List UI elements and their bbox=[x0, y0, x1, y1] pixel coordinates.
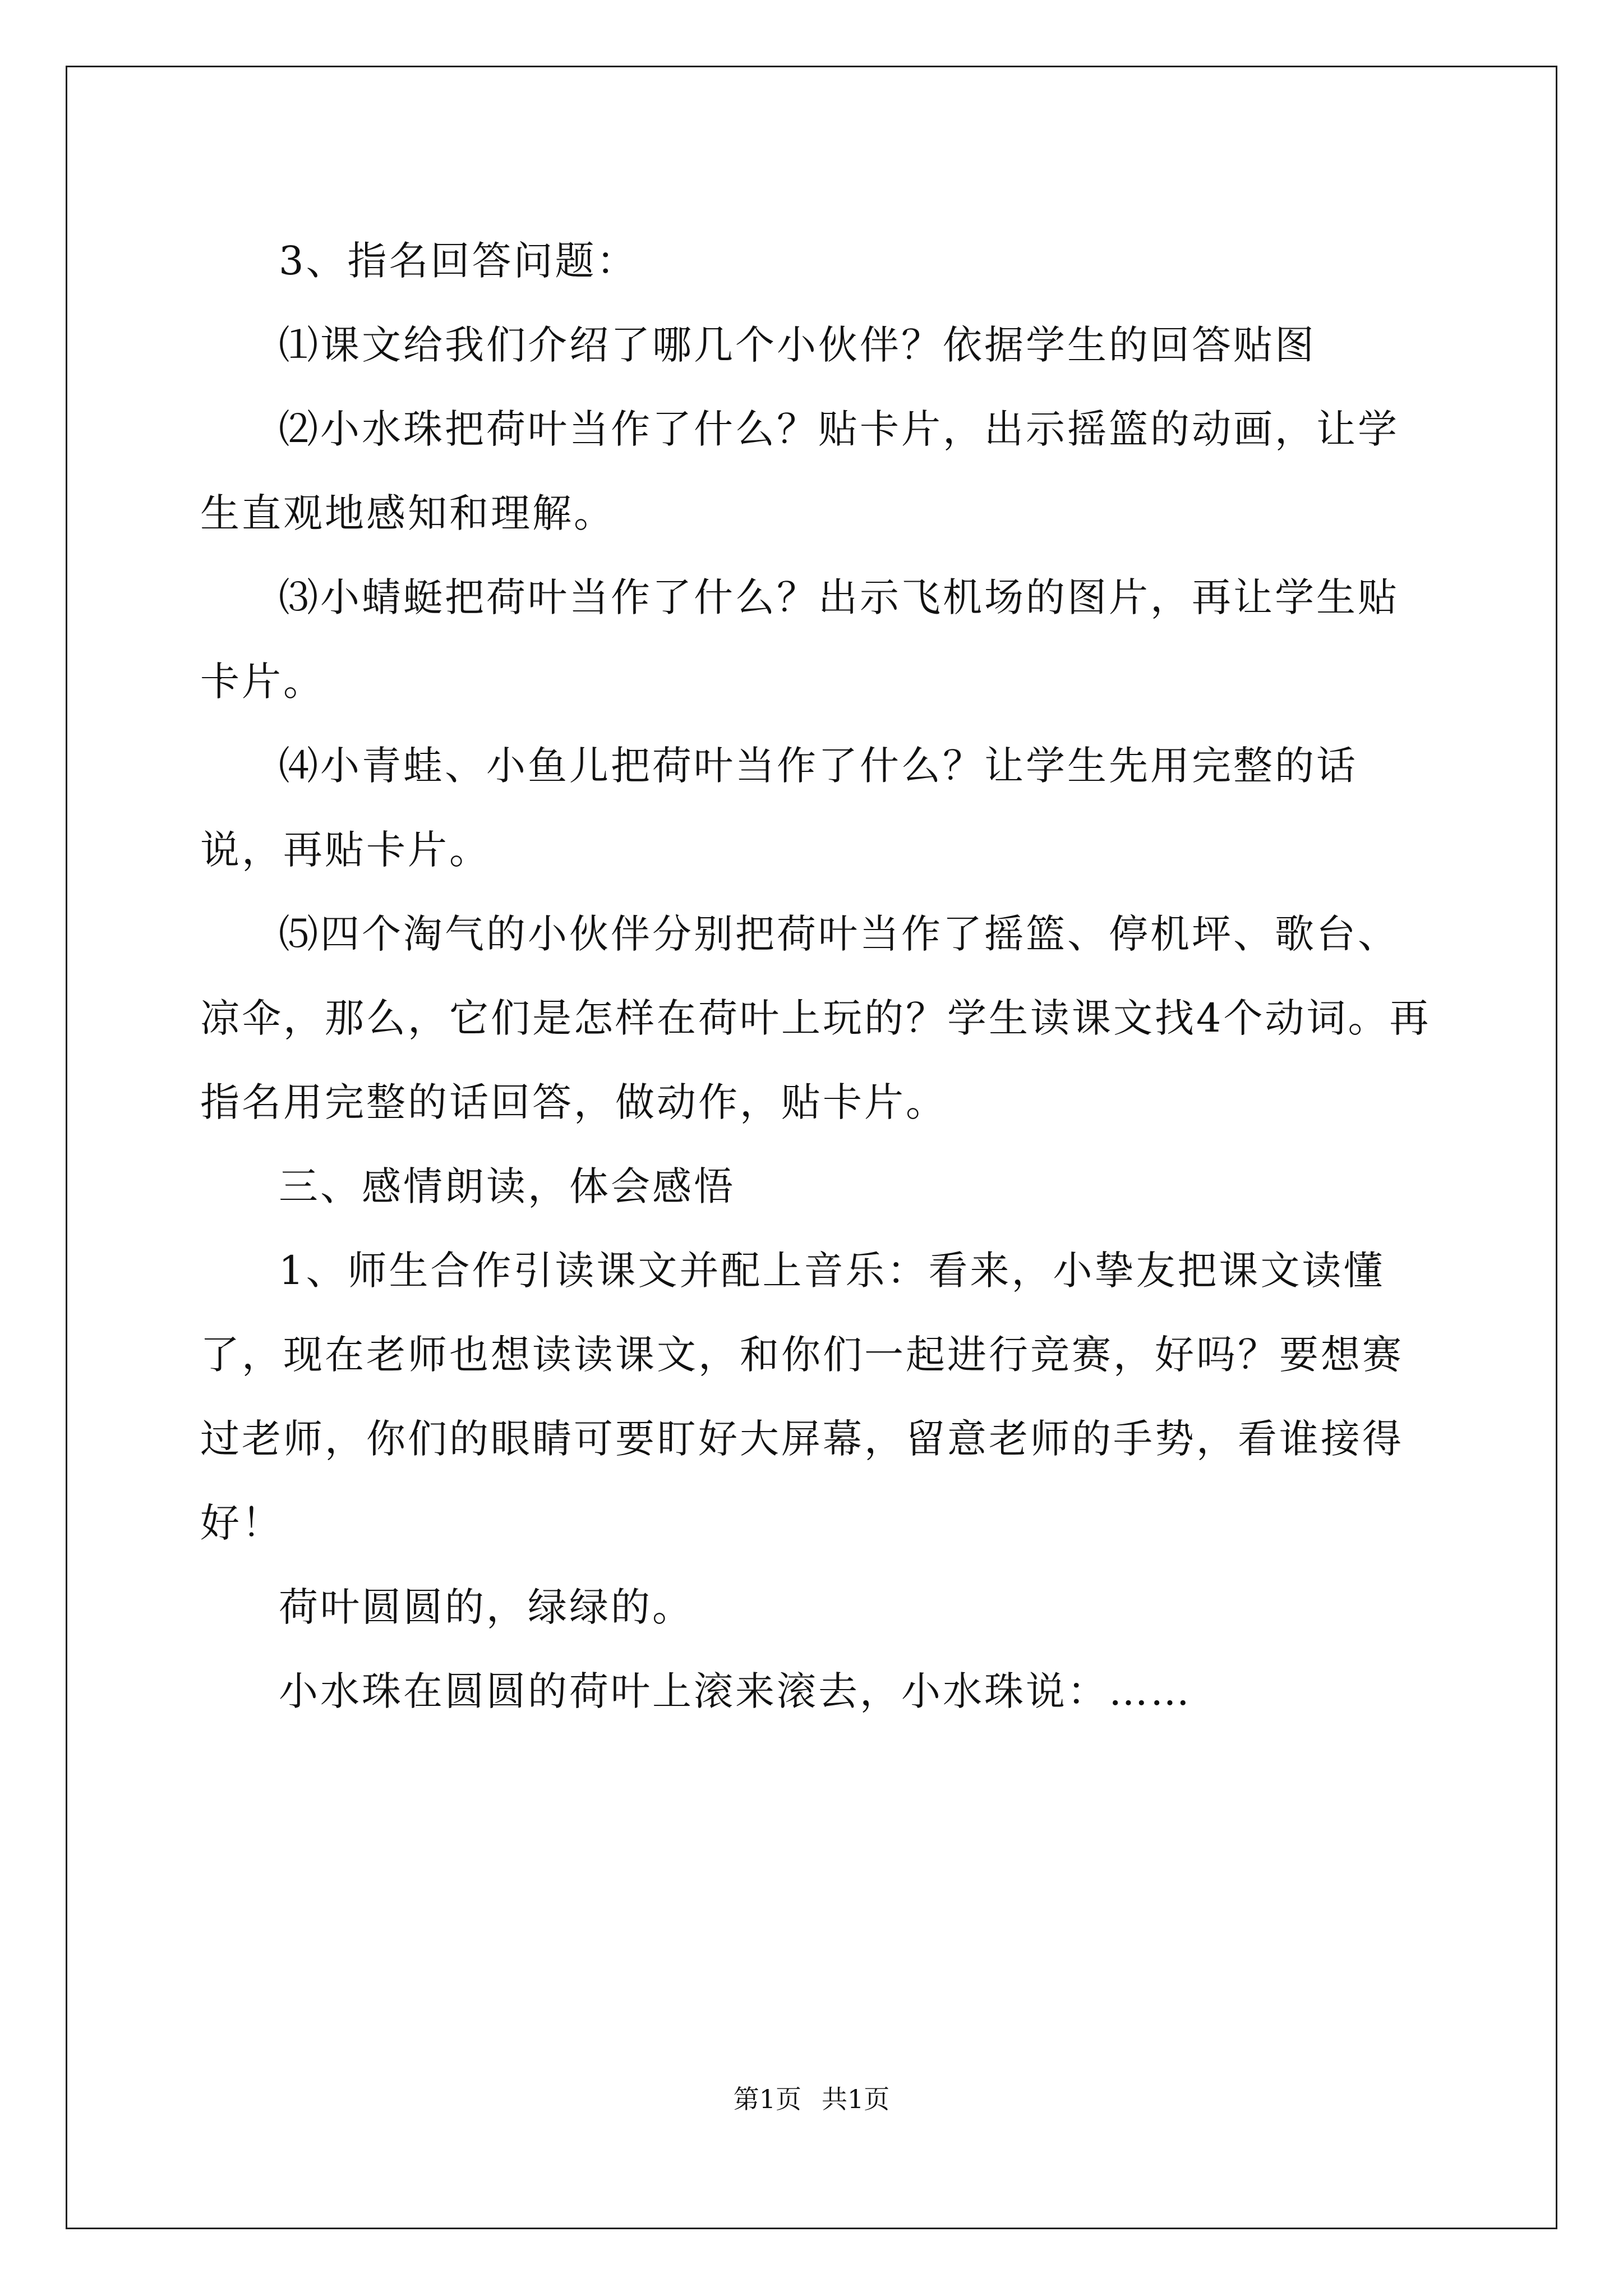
paragraph-lotus-leaf: 荷叶圆圆的，绿绿的。 bbox=[279, 1584, 694, 1630]
paragraph-guided-reading: 1、师生合作引读课文并配上音乐：看来，小挚友把课文读懂了，现在老师也想读读课文，和你们一起进行竞赛，好吗？要想赛过老师，你们的眼睛可要盯好大屏幕，留意老师的手势，看谁接得好！ bbox=[200, 1248, 1404, 1546]
paragraph-q2: ⑵小水珠把荷叶当作了什么？贴卡片，出示摇篮的动画，让学生直观地感知和理解。 bbox=[200, 406, 1399, 536]
section-heading-reading: 三、感情朗读，体会感悟 bbox=[279, 1163, 735, 1209]
paragraph-q4: ⑷小青蛙、小鱼儿把荷叶当作了什么？让学生先用完整的话说，再贴卡片。 bbox=[200, 743, 1358, 873]
paragraph-q5: ⑸四个淘气的小伙伴分别把荷叶当作了摇篮、停机坪、歌台、凉伞，那么，它们是怎样在荷叶上玩的？学生读课文找4个动词。再指名用完整的话回答，做动作，贴卡片。 bbox=[200, 911, 1431, 1125]
paragraph-q1: ⑴课文给我们介绍了哪几个小伙伴？依据学生的回答贴图 bbox=[279, 322, 1316, 368]
page-number: 第1页 bbox=[733, 2084, 801, 2114]
paragraph-question-heading: 3、指名回答问题： bbox=[279, 238, 638, 284]
page-total: 共1页 bbox=[822, 2084, 890, 2114]
paragraph-water-drop: 小水珠在圆圆的荷叶上滚来滚去，小水珠说：…… bbox=[279, 1668, 1192, 1714]
paragraph-q3: ⑶小蜻蜓把荷叶当作了什么？出示飞机场的图片，再让学生贴卡片。 bbox=[200, 574, 1399, 705]
document-body bbox=[200, 219, 1434, 1733]
page-footer bbox=[0, 2082, 1623, 2116]
